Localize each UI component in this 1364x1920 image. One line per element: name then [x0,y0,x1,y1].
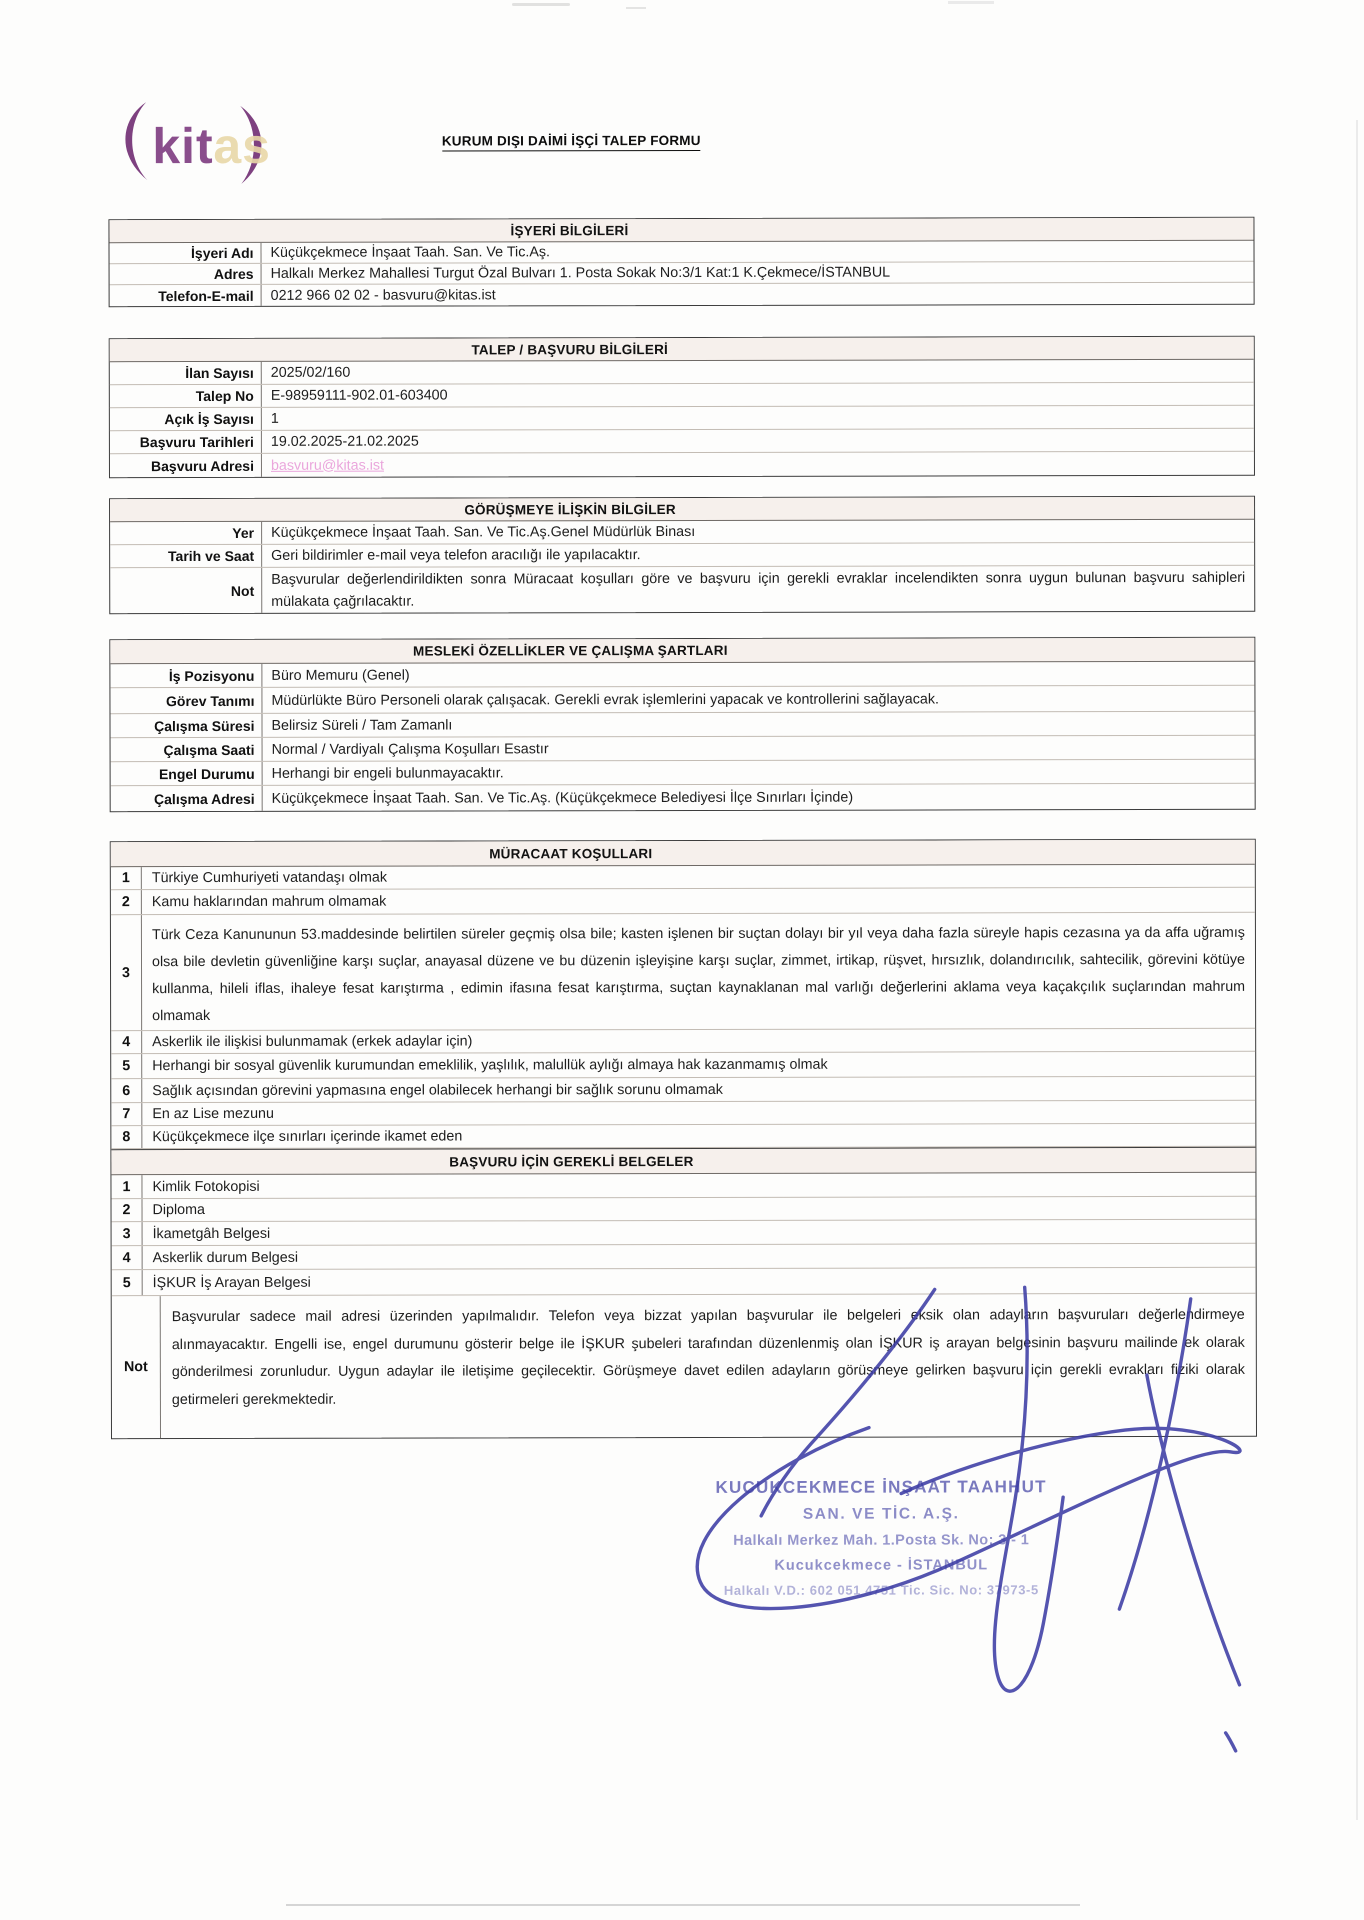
table-row [109,241,1253,264]
list-item [112,1268,1256,1296]
gorusme-bilgileri-table [109,496,1255,614]
form-title [301,133,841,149]
item-number: 2 [111,1199,142,1221]
section-header-text: BAŞVURU İÇİN GEREKLİ BELGELER [449,1153,694,1169]
table-row [111,760,1255,786]
table-row [110,452,1254,477]
section-header-text: MESLEKİ ÖZELLİKLER VE ÇALIŞMA ŞARTLARI [413,642,728,659]
table-row [111,784,1255,811]
item-number: 1 [111,1175,142,1198]
item-text: Sağlık açısından görevini yapmasına engel olabilecek herhangi bir sağlık sorunu olmamak [152,1081,723,1099]
row-value: 19.02.2025-21.02.2025 [270,433,419,450]
section-header [110,497,1254,522]
row-label: Tarih ve Saat [110,545,262,567]
stamp-tax-line: Halkalı V.D.: 602 051 4751 Tic. Sic. No: 37973-5 [723,1582,1039,1598]
item-number: 1 [111,867,142,889]
row-label: Çalışma Süresi [110,714,262,737]
row-value: Belirsiz Süreli / Tam Zamanlı [271,716,453,734]
row-value: Küçükçekmece İnşaat Taah. San. Ve Tic.Aş. [270,244,551,261]
section-header [111,840,1255,867]
row-label: İş Pozisyonu [110,664,262,687]
row-value: Başvurular değerlendirildikten sonra Müracaat koşulları göre ve başvuru için gerekli evraklar incelendikten sonra uygun bulunan başvuru sahipleri mülakata çağrılacaktır. [271,569,1246,610]
item-number: 6 [111,1079,142,1102]
stamp-city-line: Kucukcekmece - İSTANBUL [774,1557,989,1574]
section-header [110,638,1254,664]
row-label: Çalışma Saati [111,738,263,761]
item-text: En az Lise mezunu [152,1105,274,1123]
row-label: Başvuru Tarihleri [110,431,262,453]
table-row [111,736,1255,762]
list-item [112,1220,1256,1246]
list-item [111,1052,1255,1079]
table-row [110,662,1254,688]
row-label: Talep No [110,385,262,407]
section-header-text: GÖRÜŞMEYE İLİŞKİN BİLGİLER [464,501,676,517]
table-row [110,712,1254,738]
section-header-text: İŞYERİ BİLGİLERİ [510,222,629,238]
item-number: 3 [112,1222,143,1245]
section-header [110,337,1254,362]
list-item [111,1197,1255,1222]
row-value: Müdürlükte Büro Personeli olarak çalışacak. Gerekli evrak işlemlerini yapacak ve kontrollerini sağlayacak. [271,690,939,709]
row-label: Not [110,568,262,613]
table-row [110,686,1254,714]
company-stamp [596,1477,1166,1598]
item-text: Diploma [152,1201,205,1219]
item-number: 5 [112,1270,143,1295]
table-row [110,262,1254,285]
row-value [262,452,1254,477]
logo-left-paren-icon [125,102,147,180]
list-item [111,888,1255,915]
row-value: 0212 966 02 02 - basvuru@kitas.ist [270,286,496,304]
scan-artifact [512,3,570,6]
stamp-company-name: KUCUKCEKMECE İNŞAAT TAAHHUT [715,1477,1047,1497]
item-text: İŞKUR İş Arayan Belgesi [152,1274,311,1291]
item-number: 2 [111,890,142,914]
section-header [109,218,1253,243]
row-value: Normal / Vardiyalı Çalışma Koşulları Esastır [271,740,549,758]
row-value: Küçükçekmece İnşaat Taah. San. Ve Tic.Aş.Genel Müdürlük Binası [271,523,696,541]
scan-artifact [286,1904,1080,1906]
isyeri-bilgileri-table [108,217,1254,307]
muracaat-kosullari-table [110,839,1257,1439]
item-text: Askerlik ile ilişkisi bulunmamak (erkek adaylar için) [152,1033,473,1051]
row-value: Küçükçekmece İnşaat Taah. San. Ve Tic.Aş. (Küçükçekmece Belediyesi İlçe Sınırları İçinde) [271,789,854,807]
application-email-link[interactable]: basvuru@kitas.ist [270,457,385,474]
row-value: Herhangi bir engeli bulunmayacaktır. [271,764,504,782]
note-text: Başvurular sadece mail adresi üzerinden yapılmalıdır. Telefon veya bizzat yapılan başvurular ile belgeleri eksik olan adayların başvuruları değerlendirmeye alınmayacaktır. Engelli ise, engel durumunu gösterir belge ile İŞKUR şubeleri tarafından düzenlenmiş olan İŞKUR iş arayan belgesinin başvuru mailinde ek olarak gönderilmesi zorunludur. Uygun adaylar ile iletişime geçilecektir. Görüşmeye davet edilen adayların görüşmeye gelirken başvuru için gerekli evrakları fiziki olarak getirmeleri gerekmektedir. [171,1306,1245,1408]
scan-page-edge [1356,120,1358,1820]
item-text: Kamu haklarından mahrum olmamak [151,893,387,911]
table-row [110,283,1254,306]
logo-text-as: as [213,117,271,174]
row-label: Çalışma Adresi [111,786,263,811]
list-item [111,1029,1255,1054]
row-label: İşyeri Adı [109,243,261,263]
row-label: Yer [110,522,262,544]
form-title-text: KURUM DIŞI DAİMİ İŞÇİ TALEP FORMU [442,133,701,151]
row-label: Telefon-E-mail [110,285,262,306]
list-item [111,1124,1255,1149]
stamp-company-type: SAN. VE TİC. A.Ş. [802,1505,960,1523]
item-number: 7 [111,1103,142,1125]
section-header-text: MÜRACAAT KOŞULLARI [489,845,653,861]
row-label: Açık İş Sayısı [110,408,262,430]
row-label: Adres [110,264,262,284]
scan-artifact [626,7,646,9]
kitas-logo-icon [110,99,290,187]
item-text: Küçükçekmece ilçe sınırları içerinde ikamet eden [152,1128,463,1146]
item-text: Kimlik Fotokopisi [152,1178,260,1195]
item-text: İkametgâh Belgesi [152,1225,271,1242]
item-number: 4 [111,1031,142,1053]
table-row [110,406,1254,431]
item-text: Türkiye Cumhuriyeti vatandaşı olmak [151,869,388,887]
row-value: 1 [270,410,279,427]
table-row [110,360,1254,385]
row-value: 2025/02/160 [270,364,351,381]
list-item [112,1244,1256,1270]
table-row [110,383,1254,408]
row-value: E-98959111-902.01-603400 [270,387,448,404]
table-row [110,520,1254,545]
item-text: Türk Ceza Kanununun 53.maddesinde belirtilen süreler geçmiş olsa bile; kasten işlenen bir suçtan dolayı bir yıl veya daha fazla süreyle hapis cezasına ya da affa uğramış olsa bile devletin güvenliğine karşı suçlar, anayasal düzene ve bu düzenin işleyişine karşı suçlar, zimmet, irtikap, rüşvet, hırsızlık, dolandırıcılık, sahtecilik, görevini kötüye kullanma, hileli iflas, ihaleye fesat karıştırma , edimin ifasına fesat karıştırma, suçtan kaynaklanan mal varlığı değerlerini aklama veya kaçakçılık suçlarından mahrum olmamak [151,924,1246,1025]
item-number: 8 [111,1126,142,1148]
item-text: Askerlik durum Belgesi [152,1249,299,1266]
item-number: 3 [111,915,142,1030]
row-value: Geri bildirimler e-mail veya telefon aracılığı ile yapılacaktır. [271,547,641,564]
row-label: Engel Durumu [111,762,263,785]
table-row [110,543,1254,568]
logo-text-kit: kit [152,117,214,175]
list-item [111,1173,1255,1199]
signature-stroke [1226,1733,1236,1751]
item-text: Herhangi bir sosyal güvenlik kurumundan emeklilik, yaşlılık, malullük aylığı almaya hak kazanmamış olmak [152,1056,828,1075]
section-header-text: TALEP / BAŞVURU BİLGİLERİ [471,341,668,357]
kitas-logo [110,99,290,192]
row-label: Görev Tanımı [110,688,262,713]
row-value: Halkalı Merkez Mahallesi Turgut Özal Bulvarı 1. Posta Sokak No:3/1 Kat:1 K.Çekmece/İSTANBUL [270,264,891,282]
note-row [112,1294,1256,1438]
list-item [111,1101,1255,1126]
item-number: 5 [111,1054,142,1078]
note-label: Not [112,1296,161,1438]
list-item [111,865,1255,890]
stamp-address-line: Halkalı Merkez Mah. 1.Posta Sk. No: 3 - 1 [733,1532,1030,1549]
mesleki-ozellikler-table [109,637,1255,812]
table-row [110,566,1254,613]
talep-basvuru-table [109,336,1255,478]
scan-artifact [948,1,994,4]
section-header [111,1147,1255,1175]
row-value: Büro Memuru (Genel) [271,667,410,684]
list-item [111,1077,1255,1103]
item-number: 4 [112,1246,143,1269]
list-item [111,913,1255,1031]
row-label: İlan Sayısı [110,362,262,384]
row-label: Başvuru Adresi [110,454,262,477]
table-row [110,429,1254,454]
